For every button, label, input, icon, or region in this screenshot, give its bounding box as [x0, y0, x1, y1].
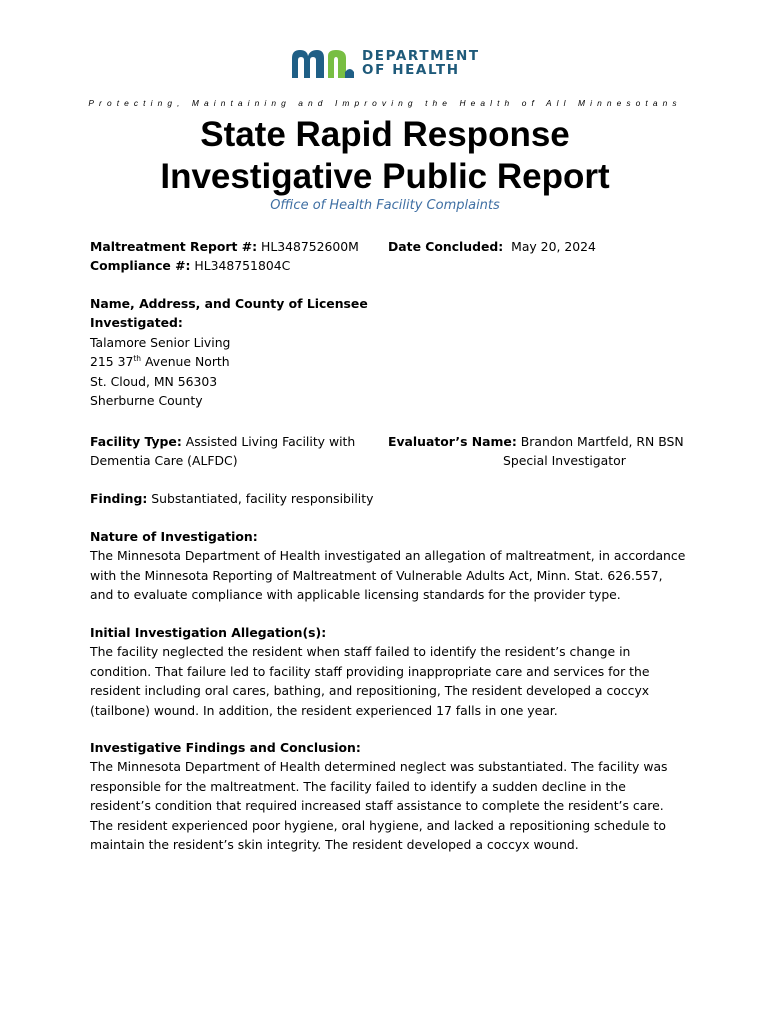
- section-heading: Investigative Findings and Conclusion:: [90, 740, 361, 755]
- title-line2: Investigative Public Report: [160, 157, 610, 196]
- compliance-value: HL348751804C: [194, 258, 291, 274]
- evaluator-label: Evaluator’s Name:: [388, 434, 517, 449]
- compliance-label: Compliance #:: [90, 258, 191, 274]
- evaluator-title: Special Investigator: [503, 453, 626, 469]
- mn-logo-icon: [290, 46, 356, 80]
- finding: [90, 489, 690, 508]
- evaluator: [388, 432, 708, 471]
- section-heading: Initial Investigation Allegation(s):: [90, 625, 327, 640]
- tagline: Protecting, Maintaining and Improving the Health of All Minnesotans: [88, 98, 682, 108]
- section-heading: Nature of Investigation:: [90, 529, 258, 544]
- section-line: The Minnesota Department of Health determined neglect was substantiated. The facility was: [90, 759, 668, 775]
- mdh-logo: [290, 46, 480, 80]
- section-line: and to evaluate compliance with applicable licensing standards for the provider type.: [90, 587, 621, 603]
- page-subtitle: Office of Health Facility Complaints: [270, 198, 500, 213]
- facility-type-label: Facility Type:: [90, 434, 182, 449]
- facility-type-value-line1: Assisted Living Facility with: [185, 434, 356, 449]
- facility-type-value-line2: Dementia Care (ALFDC): [90, 453, 238, 469]
- section-line: responsible for the maltreatment. The facility failed to identify a sudden decline in the: [90, 778, 626, 794]
- logo-text-line2: OF HEALTH: [362, 62, 460, 78]
- compliance-number: [90, 256, 380, 275]
- section-line: The facility neglected the resident when staff failed to identify the resident’s change in: [90, 644, 631, 660]
- section-initial-allegations: [90, 623, 690, 720]
- report-numbers: [90, 237, 380, 276]
- licensee-block: [90, 294, 410, 410]
- licensee-city: St. Cloud, MN 56303: [90, 373, 218, 389]
- evaluator-name: Brandon Martfeld, RN BSN: [520, 434, 684, 449]
- licensee-address: 215 37th Avenue North: [90, 354, 230, 370]
- page-title: [0, 114, 770, 198]
- licensee-label-line2: Investigated:: [90, 315, 183, 331]
- maltreatment-label: Maltreatment Report #:: [90, 239, 258, 254]
- section-findings-conclusion: [90, 738, 690, 854]
- date-label: Date Concluded:: [388, 239, 504, 254]
- logo-text: [362, 49, 480, 78]
- date-concluded: [388, 237, 708, 256]
- licensee-county: Sherburne County: [90, 393, 203, 409]
- section-line: The resident experienced poor hygiene, oral hygiene, and lacked a repositioning schedule to: [90, 817, 666, 833]
- section-line: (tailbone) wound. In addition, the resident experienced 17 falls in one year.: [90, 702, 558, 718]
- facility-type: [90, 432, 380, 471]
- section-line: The Minnesota Department of Health investigated an allegation of maltreatment, in accordance: [90, 548, 686, 564]
- section-line: with the Minnesota Reporting of Maltreatment of Vulnerable Adults Act, Minn. Stat. 626.557,: [90, 567, 663, 583]
- licensee-name: Talamore Senior Living: [90, 334, 231, 350]
- maltreatment-report: [90, 237, 380, 256]
- section-line: maintain the resident’s skin integrity. The resident developed a coccyx wound.: [90, 837, 579, 853]
- title-line1: State Rapid Response: [200, 115, 570, 154]
- section-line: resident’s condition that required increased staff assistance to complete the resident’s care.: [90, 798, 664, 814]
- logo-text-line1: DEPARTMENT: [362, 47, 480, 64]
- section-line: condition. That failure led to facility staff providing inappropriate care and services for the: [90, 663, 650, 679]
- finding-value: Substantiated, facility responsibility: [151, 491, 374, 506]
- section-nature-of-investigation: [90, 527, 690, 605]
- finding-label: Finding:: [90, 491, 148, 506]
- maltreatment-value: HL348752600M: [261, 239, 359, 254]
- licensee-label-line1: Name, Address, and County of Licensee: [90, 296, 368, 311]
- section-line: resident including oral cares, bathing, and repositioning, The resident developed a coccyx: [90, 683, 650, 699]
- date-value: May 20, 2024: [511, 239, 596, 254]
